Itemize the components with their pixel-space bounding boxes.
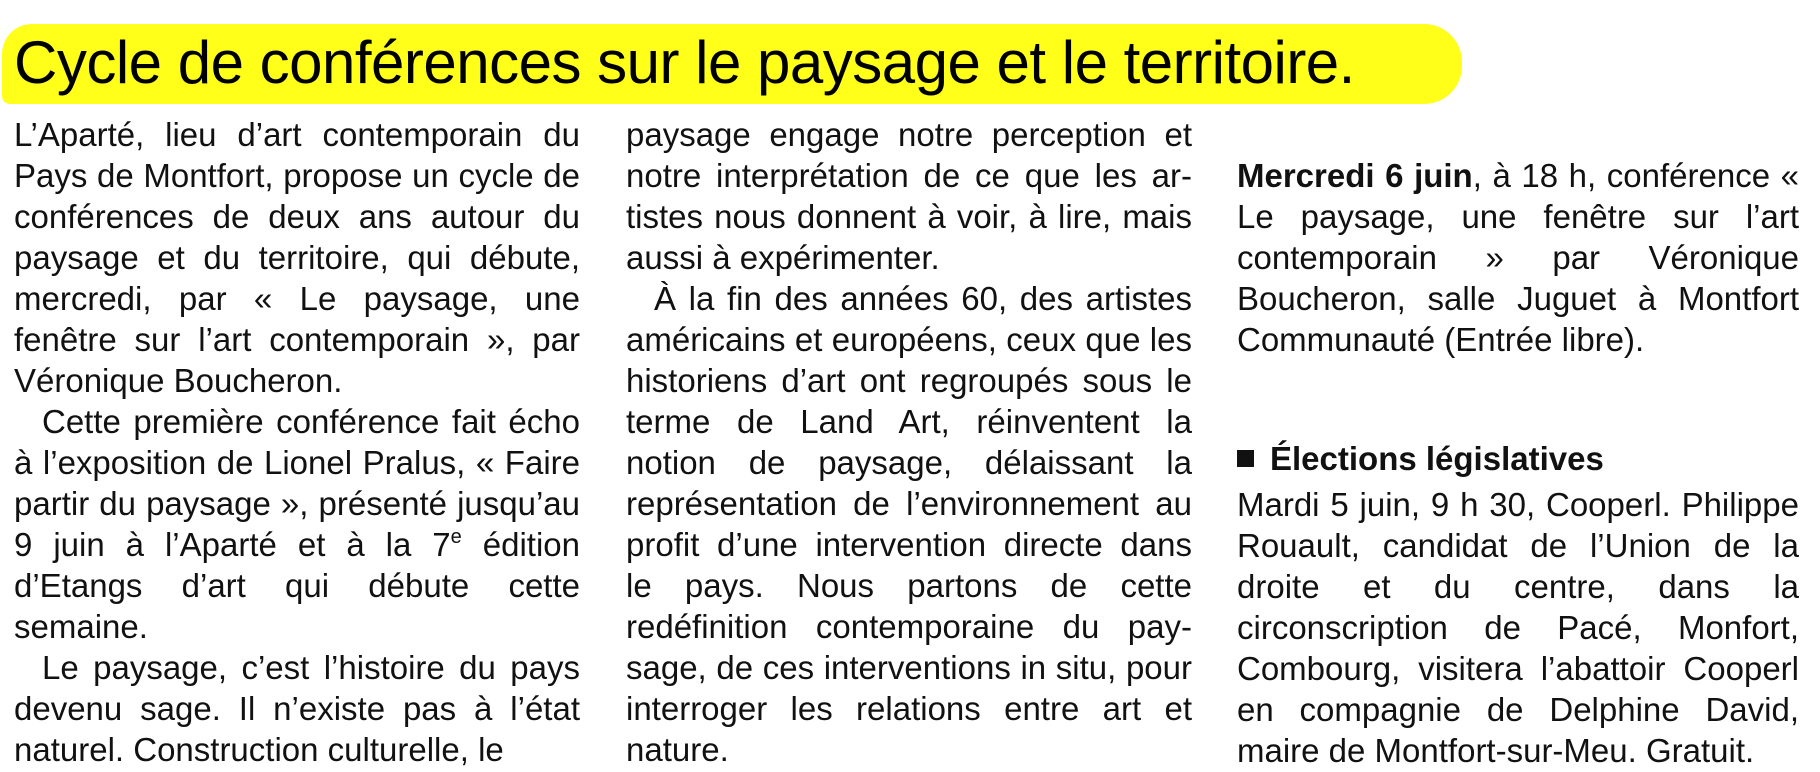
superscript-e: e (450, 526, 462, 548)
column-1 (14, 114, 580, 770)
paragraph-exhibition-tail: édition d’Etangs d’art qui débute cette semaine. (14, 526, 580, 645)
paragraph-perception: paysage engage notre perception et notre interprétation de ce que les artistes nous donnent à voir, à lire, mais aussi à expérimenter. (626, 116, 1192, 276)
section-title (1237, 438, 1604, 479)
paragraph-land-art: À la fin des années 60, des artistes américains et européens, ceux que les historiens d’art ont regroupés sous le terme de Land Art, réinventent la notion de paysage, délaissant la représentation de l’environnement au profit d’une intervention directe dans le pays. Nous partons de cette redéfinition contemporaine du paysage, de ces interventions in situ, pour interroger les relations entre art et nature. (626, 280, 1192, 768)
event-date: Mercredi 6 juin (1237, 157, 1473, 194)
event-details: , à 18 h, conférence « Le paysage, une fenêtre sur l’art contemporain » par Véronique Boucheron, salle Juguet à Montfort Communauté (Entrée libre). (1237, 157, 1799, 358)
paragraph-exhibition (14, 401, 580, 647)
paragraph-landscape: Le paysage, c’est l’histoire du pays devenu sage. Il n’existe pas à l’état naturel. Construction culturelle, le (14, 649, 580, 768)
paragraph-exhibition-text: Cette première conférence fait écho à l’exposition de Lionel Pralus, « Faire partir du paysage », présenté jusqu’au 9 juin à l’Aparté et à la 7 (14, 403, 580, 563)
paragraph-intro: L’Aparté, lieu d’art contemporain du Pays de Montfort, propose un cycle de conférences de deux ans autour du paysage et du territoire, qui débute, mercredi, par « Le paysage, une fenêtre sur l’art contemporain », par Véronique Boucheron. (14, 116, 580, 399)
column-2 (626, 114, 1192, 770)
headline: Cycle de conférences sur le paysage et le territoire. (14, 29, 1355, 96)
square-bullet-icon (1237, 450, 1254, 467)
elections-paragraph: Mardi 5 juin, 9 h 30, Cooperl. Philippe Rouault, candidat de l’Union de la droite et du centre, dans la circonscription de Pacé, Monfort, Combourg, visitera l’abattoir Cooperl en compagnie de Delphine David, maire de Montfort-sur-Meu. Gratuit. (1237, 486, 1799, 769)
event-paragraph (1237, 155, 1799, 360)
column-3-event (1237, 155, 1799, 360)
section-title-text: Élections législatives (1270, 440, 1604, 477)
column-3-elections (1237, 484, 1799, 771)
